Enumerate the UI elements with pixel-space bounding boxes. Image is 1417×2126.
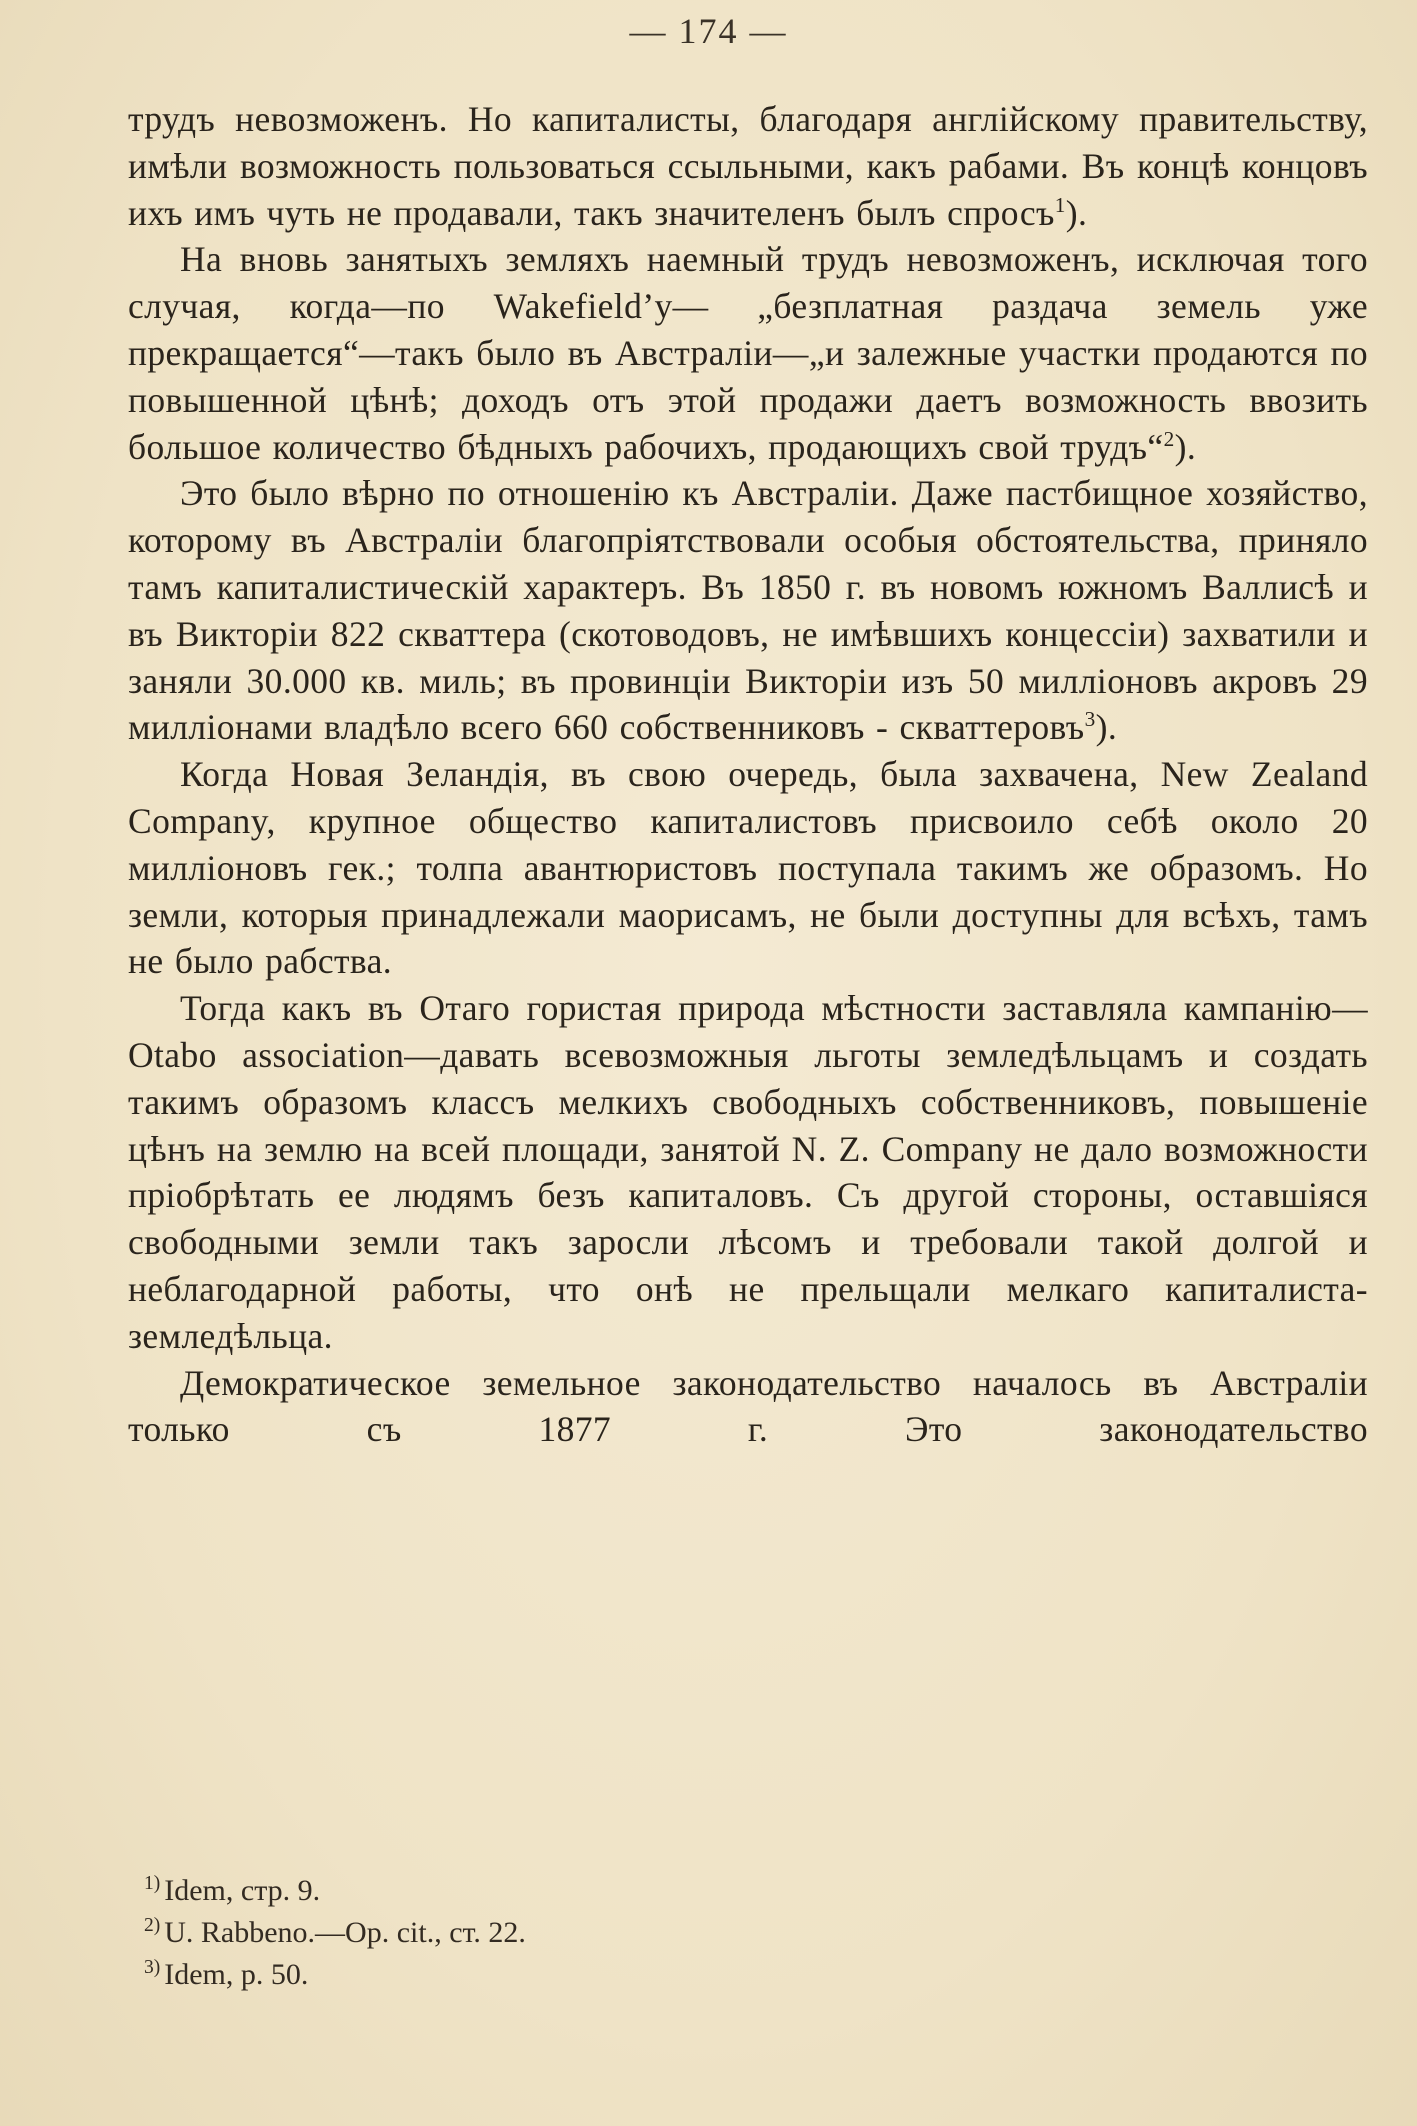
paragraph-5 xyxy=(128,985,1368,1359)
footnotes xyxy=(144,1870,944,1996)
page-number: — 174 — xyxy=(629,11,788,51)
paragraph-2 xyxy=(128,236,1368,470)
footnote-3 xyxy=(144,1954,944,1996)
paragraph-3-tail: ). xyxy=(1095,707,1118,748)
paragraph-6 xyxy=(128,1360,1368,1454)
footnote-2-mark: 2) xyxy=(144,1915,161,1936)
paragraph-6-text: Демократическое земельное законодательство началось въ Австраліи только съ 1877 г. Это законодательство xyxy=(128,1362,1368,1450)
paragraph-3-text: Это было вѣрно по отношенію къ Австраліи. Даже пастбищное хозяйство, которому въ Австраліи благопріятствовали особыя обстоятельства, приняло тамъ капиталистическій характеръ. Въ 1850 г. въ новомъ южномъ Валлисѣ и въ Викторіи 822 скваттера (скотоводовъ, не имѣвшихъ концессіи) захватили и заняли 30.000 кв. миль; въ провинціи Викторіи изъ 50 милліоновъ акровъ 29 милліонами владѣло всего 660 собственниковъ - скваттеровъ xyxy=(128,473,1368,748)
paragraph-1-text: трудъ невозможенъ. Но капиталисты, благодаря англійскому правительству, имѣли возможность пользоваться ссыльными, какъ рабами. Въ концѣ концовъ ихъ имъ чуть не продавали, такъ значителенъ былъ спросъ xyxy=(128,99,1368,233)
paragraph-5-text: Тогда какъ въ Отаго гористая природа мѣстности заставляла кампанію—Otabo association—давать всевозможныя льготы земледѣльцамъ и создать такимъ образомъ классъ мелкихъ свободныхъ собственниковъ, повышеніе цѣнъ на землю на всей площади, занятой N. Z. Company не дало возможности пріобрѣтать ее людямъ безъ капиталовъ. Съ другой стороны, оставшіяся свободными земли такъ заросли лѣсомъ и требовали такой долгой и неблагодарной работы, что онѣ не прельщали мелкаго капиталиста-земледѣльца. xyxy=(128,988,1368,1356)
footnote-3-text: Idem, p. 50. xyxy=(164,1958,309,1991)
footnote-2-text: U. Rabbeno.—Op. cit., ст. 22. xyxy=(164,1916,526,1949)
footnote-1-mark: 1) xyxy=(144,1873,161,1894)
footnote-ref-3: 3 xyxy=(1084,707,1096,732)
paragraph-4-text: Когда Новая Зеландія, въ свою очередь, была захвачена, New Zealand Company, крупное общество капиталистовъ присвоило себѣ около 20 милліоновъ гек.; толпа авантюристовъ поступала такимъ же образомъ. Но земли, которыя принадлежали маорисамъ, не были доступны для всѣхъ, тамъ не было рабства. xyxy=(128,754,1368,982)
paragraph-1 xyxy=(128,96,1368,236)
footnote-ref-1: 1 xyxy=(1054,192,1066,217)
footnote-ref-2: 2 xyxy=(1163,426,1175,451)
footnote-3-mark: 3) xyxy=(144,1957,161,1978)
footnote-1-text: Idem, стр. 9. xyxy=(164,1874,321,1907)
paragraph-2-text: На вновь занятыхъ земляхъ наемный трудъ невозможенъ, исключая того случая, когда—по Wakefield’у— „безплатная раздача земель уже прекращается“—такъ было въ Австраліи—„и залежные участки продаются по повышенной цѣнѣ; доходъ отъ этой продажи даетъ возможность ввозить большое количество бѣдныхъ рабочихъ, продающихъ свой трудъ“ xyxy=(128,239,1368,467)
body-text xyxy=(128,96,1368,1453)
footnote-2 xyxy=(144,1912,944,1954)
paragraph-1-tail: ). xyxy=(1065,192,1088,233)
footnote-1 xyxy=(144,1870,944,1912)
paragraph-2-tail: ). xyxy=(1174,426,1197,467)
paragraph-4 xyxy=(128,751,1368,985)
paragraph-3 xyxy=(128,470,1368,751)
